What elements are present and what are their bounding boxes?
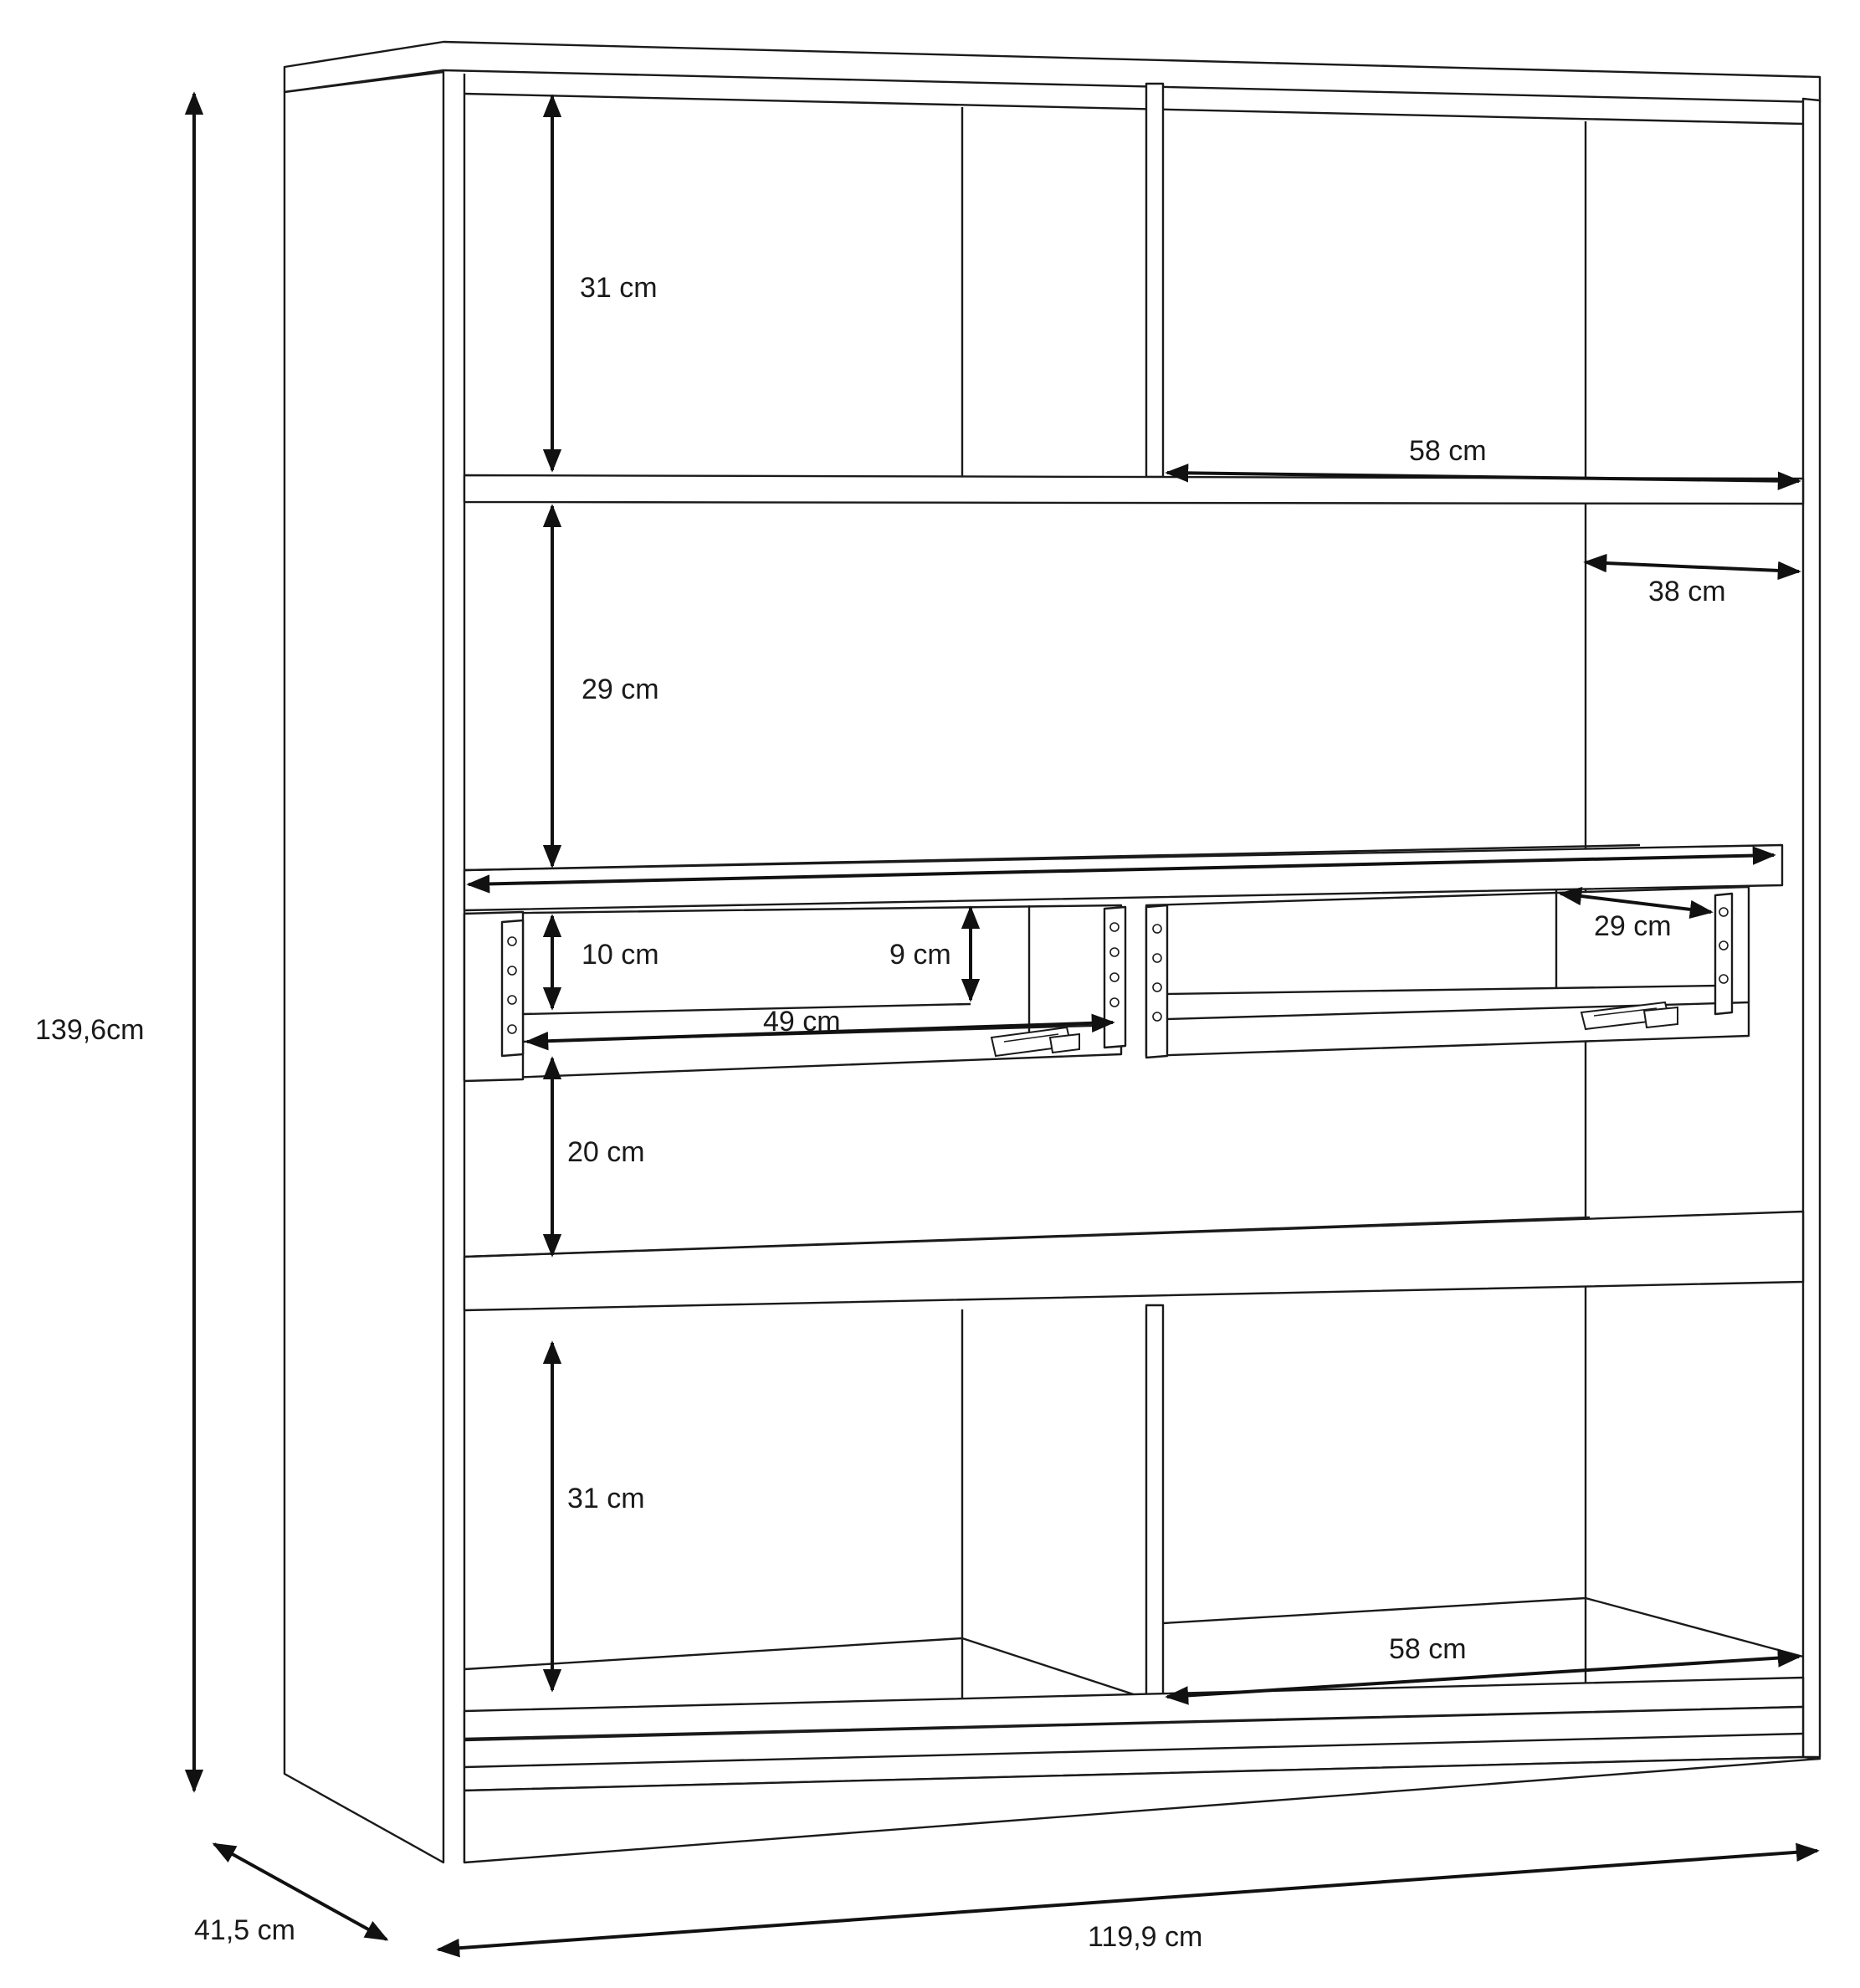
label-drawer-depth: 29 cm: [1594, 910, 1672, 942]
arrow-shelf-depth: [1586, 562, 1799, 571]
label-drawer-outer-height: 10 cm: [582, 939, 659, 971]
label-bottom-shelf-height: 31 cm: [567, 1483, 645, 1514]
label-bottom-right-width: 58 cm: [1389, 1633, 1467, 1665]
bottom-divider: [1146, 1305, 1163, 1699]
label-shelf-depth: 38 cm: [1648, 576, 1726, 607]
shelf-3: [464, 1212, 1803, 1310]
label-middle-shelf-height: 29 cm: [582, 674, 659, 705]
label-top-right-width: 58 cm: [1409, 435, 1487, 467]
label-top-shelf-height: 31 cm: [580, 272, 658, 304]
label-lower-shelf-height: 20 cm: [567, 1136, 645, 1168]
label-depth: 41,5 cm: [194, 1914, 295, 1946]
label-width-total: 119,9 cm: [1088, 1921, 1203, 1953]
plinth: [464, 1678, 1820, 1862]
label-drawer-width: 49 cm: [763, 1006, 841, 1038]
label-drawer-inner-height: 9 cm: [889, 939, 951, 971]
top-divider: [1146, 84, 1163, 477]
label-height-total: 139,6cm: [35, 1014, 145, 1046]
drawer-left: [464, 905, 1125, 1081]
